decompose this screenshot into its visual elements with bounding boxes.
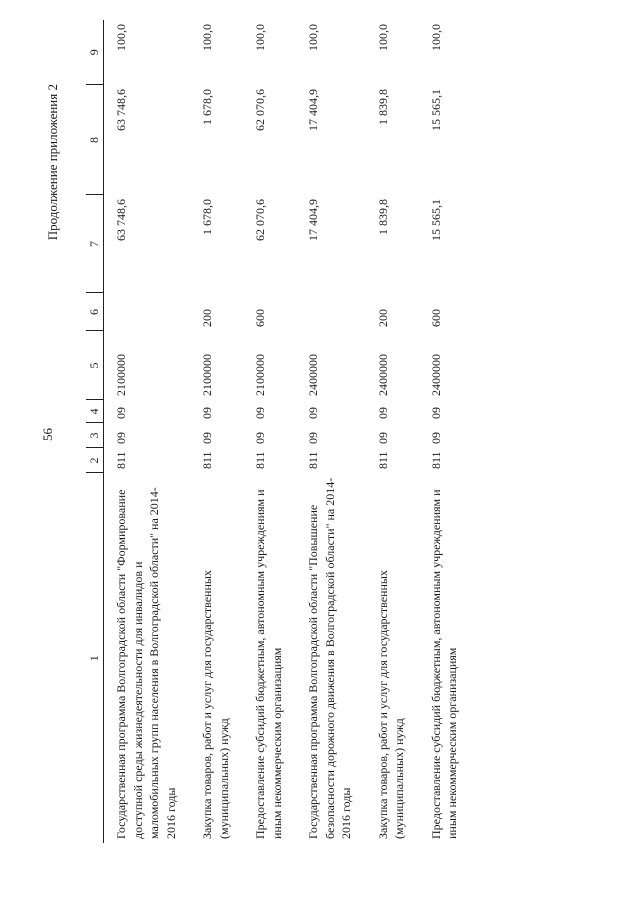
column-header-9: 9 [86, 20, 104, 85]
cell-actual: 17 404,9 [306, 89, 320, 131]
cell-target-item: 2400000 [375, 354, 390, 396]
column-header-2: 2 [86, 448, 104, 473]
cell-actual: 62 070,6 [253, 89, 267, 131]
cell-expense-type [104, 293, 191, 331]
row-name: Закупка товаров, работ и услуг для государственных (муниципальных) нужд [375, 570, 406, 839]
cell-expense-type: 200 [200, 309, 214, 327]
cell-actual: 1 839,8 [375, 89, 390, 125]
cell-percent: 100,0 [253, 24, 267, 51]
cell-target-item: 2400000 [428, 354, 443, 396]
cell-plan: 62 070,6 [253, 199, 267, 241]
cell-actual: 63 748,6 [114, 89, 128, 131]
row-name: Предоставление субсидий бюджетным, автономным учреждениям и иным некоммерческим организациям [253, 489, 284, 839]
cell-section: 09 [428, 432, 443, 444]
cell-actual: 1 678,0 [200, 89, 214, 125]
cell-ministry: 811 [253, 451, 267, 469]
cell-section: 09 [306, 432, 320, 444]
cell-section: 09 [375, 432, 390, 444]
row-name: Государственная программа Волгоградской области "Формирование доступной среды жизнедеятельности для инвалидов и маломобильных групп населения в Волгоградской области" на 2014-2016 годы [114, 487, 178, 839]
cell-ministry: 811 [114, 451, 128, 469]
cell-percent: 100,0 [375, 24, 390, 51]
cell-target-item: 2100000 [200, 354, 214, 396]
cell-section: 09 [253, 432, 267, 444]
cell-percent: 100,0 [200, 24, 214, 51]
cell-plan: 1 839,8 [375, 199, 390, 235]
cell-ministry: 811 [428, 451, 443, 469]
cell-subsection: 09 [306, 407, 320, 419]
column-header-1: 1 [86, 473, 104, 843]
cell-target-item: 2400000 [306, 354, 320, 396]
table-row [366, 20, 419, 843]
cell-plan: 15 565,1 [428, 199, 443, 241]
column-header-3: 3 [86, 423, 104, 448]
cell-subsection: 09 [375, 407, 390, 419]
table-row [190, 20, 243, 843]
column-header-5: 5 [86, 331, 104, 400]
cell-plan: 63 748,6 [114, 199, 128, 241]
column-header-6: 6 [86, 293, 104, 331]
cell-expense-type [296, 293, 366, 331]
table-row [419, 20, 472, 843]
cell-subsection: 09 [253, 407, 267, 419]
column-header-row [86, 20, 104, 843]
cell-ministry: 811 [375, 451, 390, 469]
table-row [243, 20, 296, 843]
cell-ministry: 811 [200, 451, 214, 469]
page-number: 56 [40, 428, 55, 441]
cell-percent: 100,0 [306, 24, 320, 51]
cell-expense-type: 200 [375, 309, 390, 327]
cell-plan: 1 678,0 [200, 199, 214, 235]
cell-subsection: 09 [428, 407, 443, 419]
cell-plan: 17 404,9 [306, 199, 320, 241]
cell-subsection: 09 [200, 407, 214, 419]
cell-ministry: 811 [306, 451, 320, 469]
row-name: Закупка товаров, работ и услуг для государственных (муниципальных) нужд [200, 570, 231, 839]
cell-subsection: 09 [114, 407, 128, 419]
continuation-label: Продолжение приложения 2 [45, 84, 60, 241]
cell-target-item: 2100000 [114, 354, 128, 396]
cell-percent: 100,0 [114, 24, 128, 51]
column-header-4: 4 [86, 400, 104, 423]
cell-section: 09 [200, 432, 214, 444]
column-header-7: 7 [86, 195, 104, 293]
row-name: Государственная программа Волгоградской области "Повышение безопасности дорожного движения в Волгоградской области" на 2014-2016 годы [306, 477, 353, 839]
cell-percent: 100,0 [428, 24, 443, 51]
budget-table [86, 20, 472, 843]
cell-expense-type: 600 [253, 309, 267, 327]
table-row [104, 20, 191, 843]
cell-target-item: 2100000 [253, 354, 267, 396]
cell-actual: 15 565,1 [428, 89, 443, 131]
row-name: Предоставление субсидий бюджетным, автономным учреждениям и иным некоммерческим организациям [428, 489, 459, 839]
cell-section: 09 [114, 432, 128, 444]
column-header-8: 8 [86, 85, 104, 195]
cell-expense-type: 600 [428, 309, 443, 327]
table-row [296, 20, 366, 843]
